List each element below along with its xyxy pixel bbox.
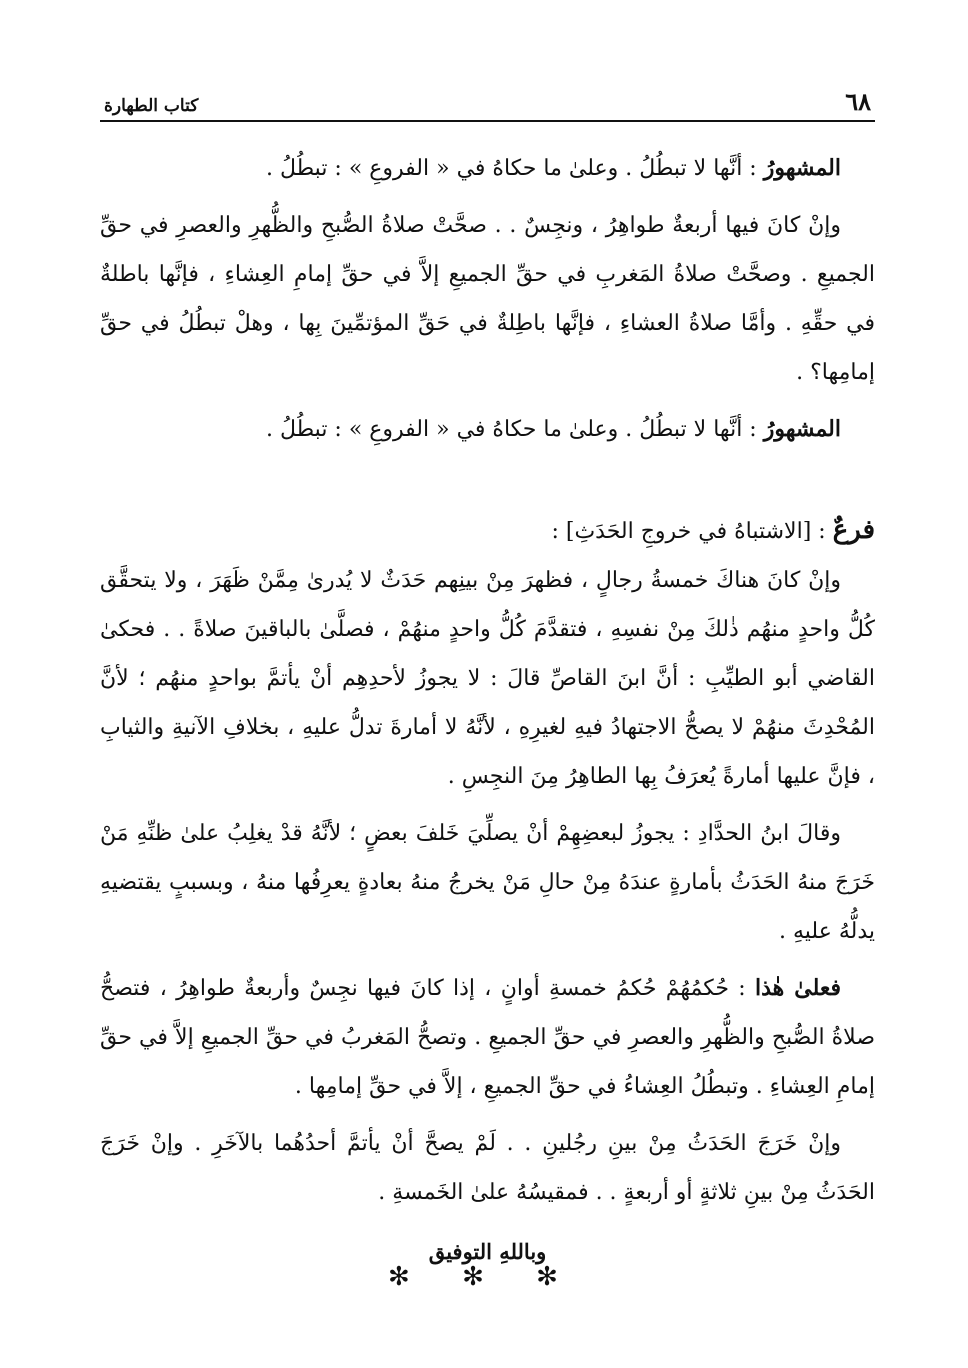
section-heading-word: فرعٌ [832, 515, 875, 545]
book-title: كتاب الطهارة [104, 96, 199, 116]
paragraph-lead: فعلىٰ هٰذا [755, 975, 841, 1001]
paragraph-text: : أنَّها لا تبطُلُ . وعلىٰ ما حكاهُ في « الفروعِ » : تبطُلُ . [265, 156, 764, 181]
paragraph-text: وإنْ خَرَجَ الحَدَثُ مِنْ بينِ رجُلينِ . . لَمْ يصحَّ أنْ يأتمَّ أحدُهُما بالآخَرِ . وإنْ خَرَجَ الحَدَثُ مِنْ بينِ ثلاثةٍ أو أربعةٍ . . فمقيسُهُ علىٰ الخَمسةِ . [100, 1131, 875, 1205]
section-heading [100, 506, 875, 556]
paragraph-3 [100, 405, 875, 454]
section-heading-text: : [الاشتباهُ في خروجِ الحَدَثِ] : [551, 519, 833, 544]
paragraph-2 [100, 201, 875, 397]
page-number: ٦٨ [845, 87, 871, 116]
running-header [100, 80, 875, 122]
section-paragraph-3 [100, 964, 875, 1111]
paragraph-text: وإنْ كانَ هناكَ خمسةُ رجالٍ ، فظهرَ مِنْ بينِهم حَدَثٌ لا يُدرىٰ مِمَّنْ ظَهَرَ ، ولا يتحقَّق كُلُّ واحدٍ منهُم ذٰلكَ مِنْ نفسِهِ ، فتقدَّمَ كُلُّ واحدٍ منهُمْ ، فصلَّىٰ بالباقينَ صلاةً . . فحكىٰ القاضي أبو الطيِّبِ : أنَّ ابنَ القاصِّ قالَ : لا يجوزُ لأحدِهِم أنْ يأتمَّ بواحدٍ منهُم ؛ لأنَّ المُحْدِثَ منهُمْ لا يصحُّ الاجتهادُ فيهِ لغيرِهِ ، لأنَّهُ لا أمارةَ تدلُّ عليهِ ، بخلافِ الآنيةِ والثيابِ ، فإنَّ عليها أمارةً يُعرَفُ بِها الطاهِرُ مِنَ النجِسِ . [100, 568, 875, 789]
closing-formula: وباللهِ التوفيق [428, 1239, 547, 1264]
section-paragraph-4 [100, 1119, 875, 1217]
paragraph-1 [100, 144, 875, 193]
paragraph-text: : أنَّها لا تبطُلُ . وعلىٰ ما حكاهُ في « الفروعِ » : تبطُلُ . [265, 417, 764, 442]
section-paragraph-1 [100, 556, 875, 801]
section-paragraph-2 [100, 809, 875, 956]
page-body [100, 144, 875, 1264]
book-page [100, 80, 875, 1264]
paragraph-text: وقالَ ابنُ الحدَّادِ : يجوزُ لبعضِهِمْ أنْ يصلِّيَ خَلفَ بعضٍ ؛ لأنَّهُ قدْ يغلِبُ علىٰ ظنِّهِ مَنْ خَرَجَ منهُ الحَدَثُ بأمارةٍ عندَهُ مِنْ حالِ مَنْ يخرجُ منهُ بعادةٍ يعرِفُها منهُ ، وبسببٍ يقتضيهِ يدلُّهُ عليهِ . [100, 821, 875, 944]
paragraph-lead: المشهورُ [763, 416, 841, 442]
paragraph-text: وإنْ كانَ فيها أربعةٌ طواهِرُ ، ونجِسٌ . . صحَّتْ صلاةُ الصُّبحِ والظُّهرِ والعصرِ في حقِّ الجميعِ . وصحَّتْ صلاةُ المَغربِ في حقِّ الجميعِ إلاَّ في حقِّ إمامِ العِشاءِ ، فإنَّها باطلةٌ في حقِّهِ . وأمَّا صلاةُ العشاءِ ، فإنَّها باطِلةٌ في حَقِّ المؤتمِّينَ بِها ، وهلْ تبطُلُ في حقِّ إمامِها؟ . [100, 213, 875, 385]
paragraph-lead: المشهورُ [763, 155, 841, 181]
section-end-ornament: ✻ ✻ ✻ [388, 1262, 580, 1292]
paragraph-text: : حُكمُهُمْ حُكمُ خمسةِ أوانٍ ، إذا كانَ فيها نجِسٌ وأربعةٌ طواهِرُ ، فتصحُّ صلاةُ الصُّبحِ والظُّهرِ والعصرِ في حقِّ الجميعِ . وتصحُّ المَغربُ في حقِّ الجميعِ إلاَّ في حقِّ إمامِ العِشاءِ . وتبطُلُ العِشاءُ في حقِّ الجميعِ ، إلاَّ في حقِّ إمامِها . [100, 976, 875, 1099]
